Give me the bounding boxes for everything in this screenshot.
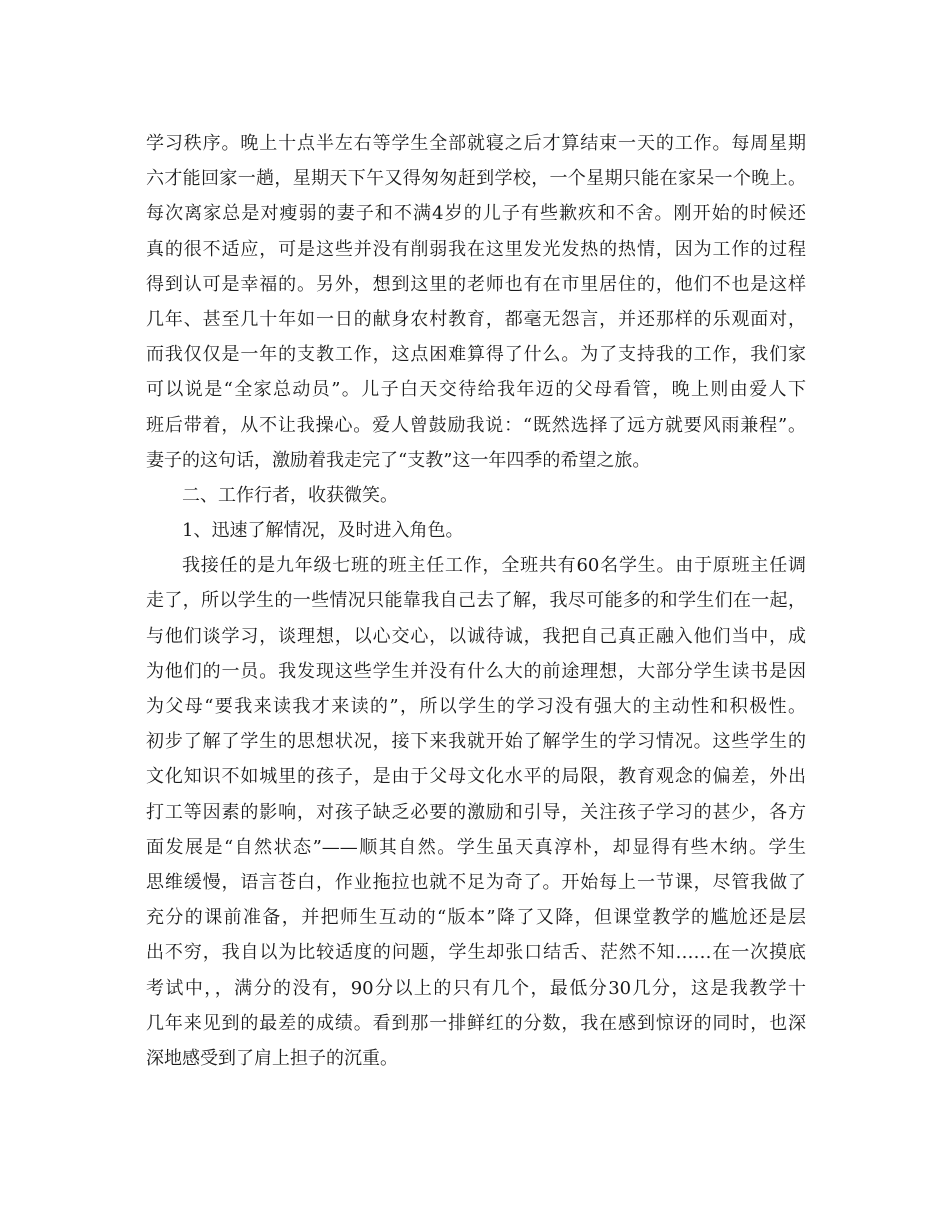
text-line: 为他们的一员。我发现这些学生并没有什么大的前途理想，大部分学生读书是因: [146, 660, 806, 682]
text-line: 学习秩序。晚上十点半左右等学生全部就寝之后才算结束一天的工作。每周星期: [146, 133, 806, 154]
text-line: 可以说是“全家总动员”。儿子白天交待给我年迈的父母看管，晚上则由爱人下: [146, 379, 806, 401]
text-line: 几年来见到的最差的成绩。看到那一排鲜红的分数，我在感到惊讶的同时，也深: [146, 1012, 806, 1034]
text-line: 六才能回家一趟，星期天下午又得匆匆赶到学校，一个星期只能在家呆一个晚上。: [146, 168, 806, 190]
text-line: 面发展是“自然状态”——顺其自然。学生虽天真淳朴，却显得有些木纳。学生: [146, 836, 806, 858]
text-line: 几年、甚至几十年如一日的献身农村教育，都毫无怨言，并还那样的乐观面对，: [146, 308, 806, 330]
text-line: 1、迅速了解情况，及时进入角色。: [182, 520, 464, 542]
text-line: 而我仅仅是一年的支教工作，这点困难算得了什么。为了支持我的工作，我们家: [146, 344, 806, 366]
text-line: 班后带着，从不让我操心。爱人曾鼓励我说：“既然选择了远方就要风雨兼程”。: [146, 414, 806, 436]
text-line: 真的很不适应，可是这些并没有削弱我在这里发光发热的热情，因为工作的过程: [146, 238, 806, 260]
text-line: 打工等因素的影响，对孩子缺乏必要的激励和引导，关注孩子学习的甚少，各方: [146, 801, 806, 823]
text-line: 我接任的是九年级七班的班主任工作，全班共有60名学生。由于原班主任调: [182, 555, 806, 577]
text-line: 每次离家总是对瘦弱的妻子和不满4岁的儿子有些歉疚和不舍。刚开始的时候还: [146, 203, 806, 225]
text-line: 初步了解了学生的思想状况，接下来我就开始了解学生的学习情况。这些学生的: [146, 731, 806, 753]
text-line: 二、工作行者，收获微笑。: [182, 484, 398, 506]
body-text: [146, 126, 806, 1076]
text-line: 考试中，，满分的没有，90分以上的只有几个，最低分30几分，这是我教学十: [146, 977, 806, 999]
text-line: 妻子的这句话，激励着我走完了“支教”这一年四季的希望之旅。: [146, 449, 651, 471]
text-line: 出不穷，我自以为比较适度的问题，学生却张口结舌、茫然不知……在一次摸底: [146, 942, 806, 964]
text-line: 得到认可是幸福的。另外，想到这里的老师也有在市里居住的，他们不也是这样: [146, 273, 806, 295]
text-line: 与他们谈学习，谈理想，以心交心，以诚待诚，我把自己真正融入他们当中，成: [146, 625, 806, 647]
text-line: 思维缓慢，语言苍白，作业拖拉也就不足为奇了。开始每上一节课，尽管我做了: [146, 871, 806, 893]
text-line: 充分的课前准备，并把师生互动的“版本”降了又降，但课堂教学的尴尬还是层: [146, 907, 806, 929]
text-line: 深地感受到了肩上担子的沉重。: [146, 1047, 398, 1069]
text-line: 文化知识不如城里的孩子，是由于父母文化水平的局限，教育观念的偏差，外出: [146, 766, 806, 788]
text-line: 走了，所以学生的一些情况只能靠我自己去了解，我尽可能多的和学生们在一起，: [146, 590, 806, 612]
text-line: 为父母“要我来读我才来读的”，所以学生的学习没有强大的主动性和积极性。: [146, 696, 806, 717]
